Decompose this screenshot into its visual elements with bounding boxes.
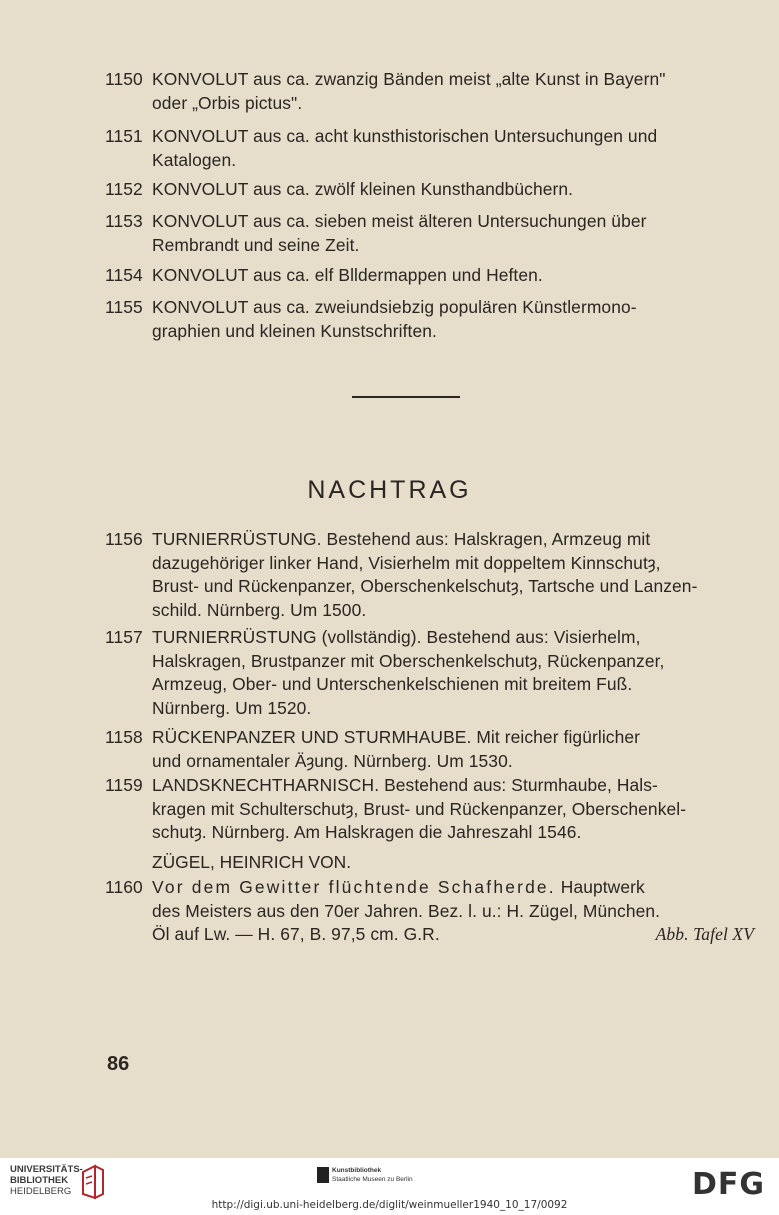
- catalog-entry-1156: [105, 528, 754, 622]
- entry-number: 1153: [105, 211, 143, 231]
- entry-text-line: KONVOLUT aus ca. zweiundsiebzig populären Künstlermono-: [152, 297, 637, 317]
- catalog-entry-1153: [105, 210, 754, 257]
- entry-text-line: Hauptwerk: [560, 877, 645, 897]
- entry-text-line: KONVOLUT aus ca. zwanzig Bänden meist „alte Kunst in Bayern": [152, 69, 666, 89]
- entry-text-line: TURNIERRÜSTUNG. Bestehend aus: Halskragen, Armzeug mit: [152, 529, 651, 549]
- entry-text-line: KONVOLUT aus ca. zwölf kleinen Kunsthandbüchern.: [152, 179, 574, 199]
- entry-text-line: Brust- und Rückenpanzer, Oberschenkelschutȝ, Tartsche und Lanzen-: [152, 576, 698, 596]
- entry-number: 1154: [105, 265, 143, 285]
- kunstbibliothek-logo-icon: [317, 1167, 329, 1183]
- catalog-entry-1159: [105, 774, 754, 845]
- uni-label-line: BIBLIOTHEK: [10, 1175, 69, 1186]
- catalog-entry-1154: [105, 264, 754, 288]
- entry-text-line: graphien und kleinen Kunstschriften.: [152, 320, 437, 341]
- digitization-footer: [0, 1158, 779, 1215]
- entry-number: 1151: [105, 126, 143, 146]
- catalog-entry-1155: [105, 296, 754, 343]
- entry-text-line: KONVOLUT aus ca. sieben meist älteren Untersuchungen über: [152, 211, 647, 231]
- entry-text-line: TURNIERRÜSTUNG (vollständig). Bestehend aus: Visierhelm,: [152, 627, 641, 647]
- entry-number: 1150: [105, 69, 143, 89]
- entry-text-line: dazugehöriger linker Hand, Visierhelm mit doppeltem Kinnschutȝ,: [152, 552, 661, 573]
- entry-number: 1159: [105, 775, 143, 795]
- source-url[interactable]: http://digi.ub.uni-heidelberg.de/diglit/weinmueller1940_10_17/0092: [211, 1199, 568, 1211]
- entry-text-line: Halskragen, Brustpanzer mit Oberschenkelschutȝ, Rückenpanzer,: [152, 650, 665, 671]
- section-heading: NACHTRAG: [307, 476, 472, 504]
- entry-text-line: Öl auf Lw. — H. 67, B. 97,5 cm. G.R.: [152, 924, 440, 944]
- catalog-entry-1150: [105, 68, 754, 115]
- catalog-entry-1158: [105, 726, 754, 773]
- plate-reference: Abb. Tafel XV: [655, 924, 754, 944]
- artwork-title: Vor dem Gewitter flüchtende Schafherde.: [152, 877, 556, 897]
- section-divider: [352, 396, 460, 398]
- entry-text-line: Rembrandt und seine Zeit.: [152, 234, 360, 255]
- entry-text-line: oder „Orbis pictus".: [152, 92, 303, 113]
- entry-text-line: KONVOLUT aus ca. elf Blldermappen und Heften.: [152, 265, 543, 285]
- entry-text-line: LANDSKNECHTHARNISCH. Bestehend aus: Sturmhaube, Hals-: [152, 775, 658, 795]
- kb-subtitle: Staatliche Museen zu Berlin: [332, 1176, 413, 1183]
- kb-title: Kunstbibliothek: [332, 1167, 382, 1174]
- entry-number: 1155: [105, 297, 143, 317]
- entry-text-line: Nürnberg. Um 1520.: [152, 697, 312, 718]
- entry-number: 1152: [105, 179, 143, 199]
- entry-text-line: KONVOLUT aus ca. acht kunsthistorischen Untersuchungen und: [152, 126, 658, 146]
- page-number: 86: [107, 1053, 130, 1075]
- entry-text-line: schild. Nürnberg. Um 1500.: [152, 599, 367, 620]
- entry-number: 1156: [105, 529, 143, 549]
- catalog-entry-1157: [105, 626, 754, 720]
- entry-text-line: kragen mit Schulterschutȝ, Brust- und Rückenpanzer, Oberschenkel-: [152, 798, 687, 819]
- entry-text-line: RÜCKENPANZER UND STURMHAUBE. Mit reicher figürlicher: [152, 727, 641, 747]
- catalog-entry-1151: [105, 125, 754, 172]
- entry-text-line: und ornamentaler Äȝung. Nürnberg. Um 1530.: [152, 750, 513, 771]
- uni-label-line: HEIDELBERG: [10, 1186, 72, 1197]
- catalog-entry-1152: [105, 178, 754, 202]
- entry-text-line: Katalogen.: [152, 149, 237, 170]
- catalog-entry-1160: [105, 876, 754, 947]
- university-logo-icon: [80, 1164, 106, 1200]
- entry-number: 1158: [105, 727, 143, 747]
- entry-number: 1157: [105, 627, 143, 647]
- entry-number: 1160: [105, 877, 143, 897]
- artist-name: ZÜGEL, HEINRICH VON.: [152, 852, 352, 872]
- uni-label-line: UNIVERSITÄTS-: [10, 1164, 83, 1175]
- kunstbibliothek-label: [332, 1166, 413, 1184]
- university-library-label: [10, 1164, 83, 1197]
- dfg-logo: DFG: [692, 1167, 766, 1202]
- entry-text-line: schutȝ. Nürnberg. Am Halskragen die Jahreszahl 1546.: [152, 822, 582, 842]
- entry-text-line: des Meisters aus den 70er Jahren. Bez. l. u.: H. Zügel, München.: [152, 900, 661, 921]
- entry-text-line: Armzeug, Ober- und Unterschenkelschienen mit breitem Fuß.: [152, 674, 633, 694]
